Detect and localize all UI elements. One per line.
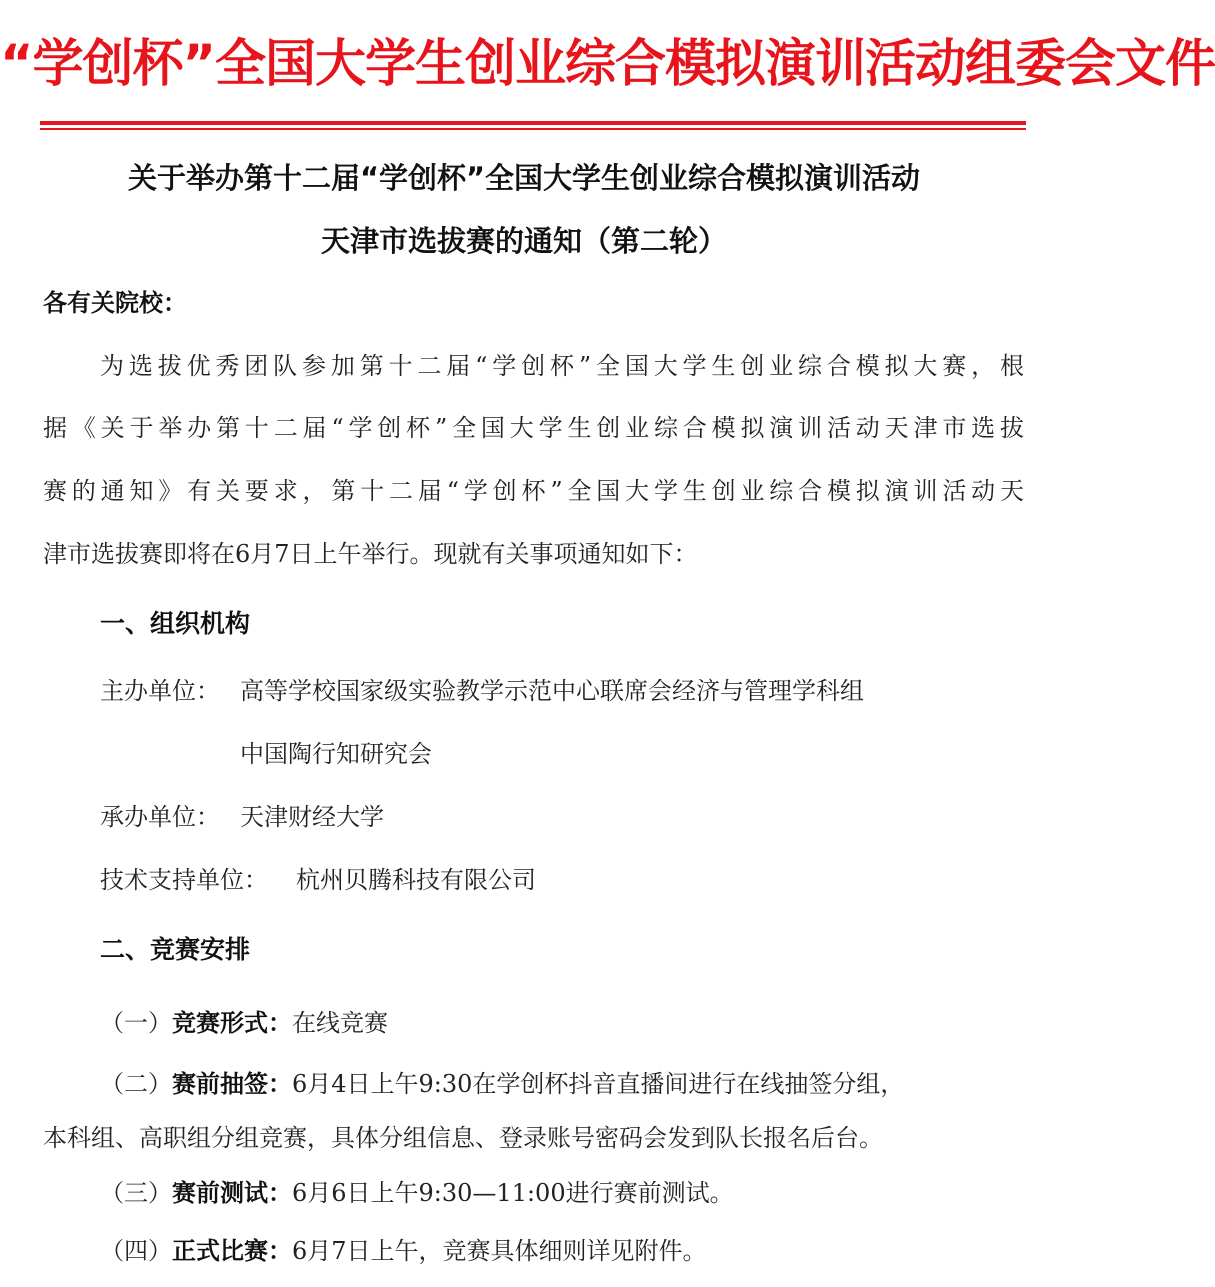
header-rule-thin [40,128,1026,130]
document-header: “学创杯”全国大学生创业综合模拟演训活动组委会文件 [0,35,1215,94]
host-value-1: 高等学校国家级实验教学示范中心联席会经济与管理学科组 [240,677,864,705]
intro-line-2: 据《关于举办第十二届“学创杯”全国大学生创业综合模拟演训活动天津市选拔 [43,414,1024,442]
item-number: （四） [100,1237,172,1265]
notice-title-line1: 关于举办第十二届“学创杯”全国大学生创业综合模拟演训活动 [127,161,921,195]
item-text: 6月7日上午，竞赛具体细则详见附件。 [292,1237,707,1265]
item-number: （三） [100,1179,172,1207]
item-text: 在线竞赛 [292,1009,388,1037]
notice-title-line2: 天津市选拔赛的通知（第二轮） [320,224,727,258]
host-label: 主办单位： [100,677,220,705]
schedule-item-continuation: 本科组、高职组分组竞赛，具体分组信息、登录账号密码会发到队长报名后台。 [43,1124,883,1152]
item-label: 赛前抽签： [172,1070,292,1098]
header-rule-thick [40,121,1026,125]
schedule-item [100,1006,388,1040]
intro-line-1: 为选拔优秀团队参加第十二届“学创杯”全国大学生创业综合模拟大赛，根 [100,352,1024,380]
schedule-item [100,1234,707,1268]
section-2-heading: 二、竞赛安排 [100,935,251,964]
item-number: （二） [100,1070,172,1098]
intro-line-3: 赛的通知》有关要求，第十二届“学创杯”全国大学生创业综合模拟演训活动天 [43,477,1024,505]
item-label: 正式比赛： [172,1237,292,1265]
salutation: 各有关院校： [43,289,187,317]
section-1-heading: 一、组织机构 [100,609,251,638]
host-value-2: 中国陶行知研究会 [240,740,432,768]
organizer-value: 天津财经大学 [240,803,384,831]
item-text: 6月4日上午9:30在学创杯抖音直播间进行在线抽签分组， [292,1070,905,1098]
item-number: （一） [100,1009,172,1037]
item-label: 赛前测试： [172,1179,292,1207]
organizer-label: 承办单位： [100,803,220,831]
schedule-item [100,1067,904,1101]
item-label: 竞赛形式： [172,1009,292,1037]
schedule-item [100,1176,734,1210]
tech-support-label: 技术支持单位： [100,866,268,894]
item-text: 6月6日上午9:30—11:00进行赛前测试。 [292,1179,734,1207]
tech-support-value: 杭州贝腾科技有限公司 [296,866,536,894]
intro-line-4: 津市选拔赛即将在6月7日上午举行。现就有关事项通知如下： [43,540,698,568]
